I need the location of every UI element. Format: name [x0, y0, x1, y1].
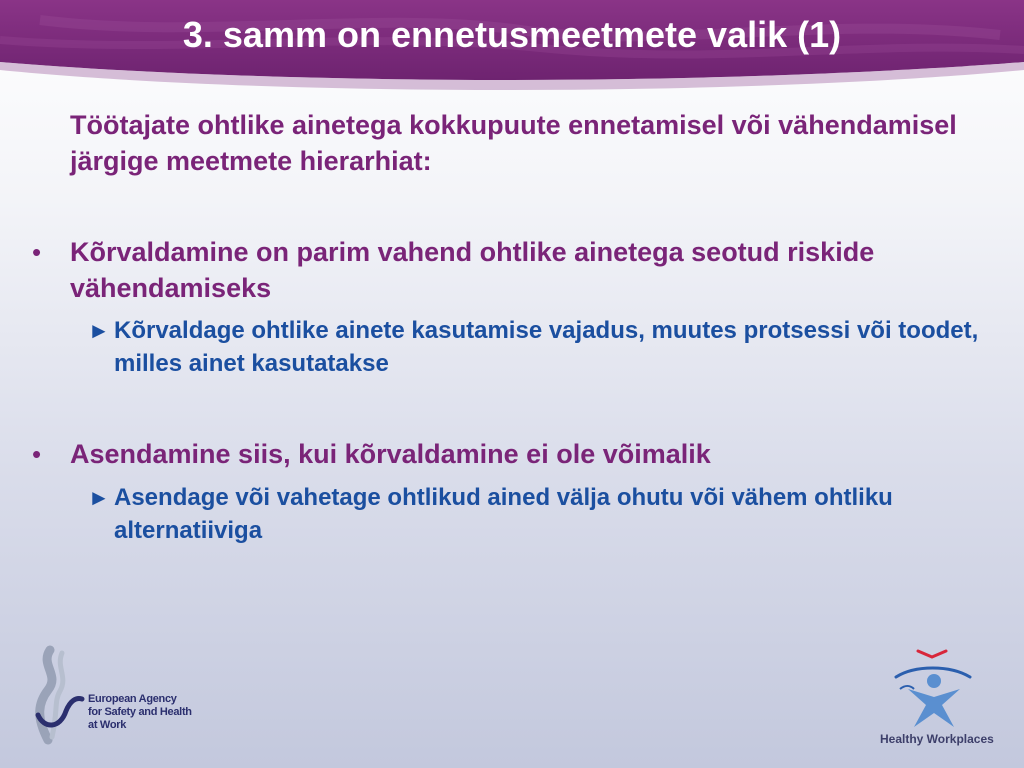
sub-text: Kõrvaldage ohtlike ainete kasutamise vajadus, muutes protsessi või toodet, milles ainet kasutatakse — [114, 317, 979, 377]
intro-text: Töötajate ohtlike ainetega kokkupuute ennetamisel või vähendamisel järgige meetmete hierarhiat: — [70, 110, 957, 176]
arrow-bullet-icon: ► — [88, 485, 110, 510]
slide-title: 3. samm on ennetusmeetmete valik (1) — [182, 14, 842, 55]
eu-osha-logo — [30, 645, 200, 745]
healthy-workplaces-logo — [870, 645, 1000, 750]
bullet-marker: • — [32, 237, 42, 267]
bullet-text: Kõrvaldamine on parim vahend ohtlike ainetega seotud riskide vähendamiseks — [70, 237, 875, 303]
title-banner — [0, 0, 1024, 90]
bullet-text: Asendamine siis, kui kõrvaldamine ei ole võimalik — [70, 439, 711, 469]
logo-line-1: European Agency — [88, 693, 177, 705]
logo-line-2: for Safety and Health — [88, 706, 192, 718]
arrow-bullet-icon: ► — [88, 318, 110, 343]
healthy-workplaces-text: Healthy Workplaces — [880, 732, 994, 746]
eu-osha-logo-text — [88, 693, 192, 732]
sub-text: Asendage või vahetage ohtlikud ained välja ohutu või vähem ohtliku alternatiiviga — [114, 484, 893, 544]
bullet-marker: • — [32, 439, 42, 469]
eu-osha-emblem-icon — [30, 645, 90, 745]
healthy-workplaces-figure-icon — [870, 645, 1000, 730]
logo-line-3: at Work — [88, 719, 127, 731]
